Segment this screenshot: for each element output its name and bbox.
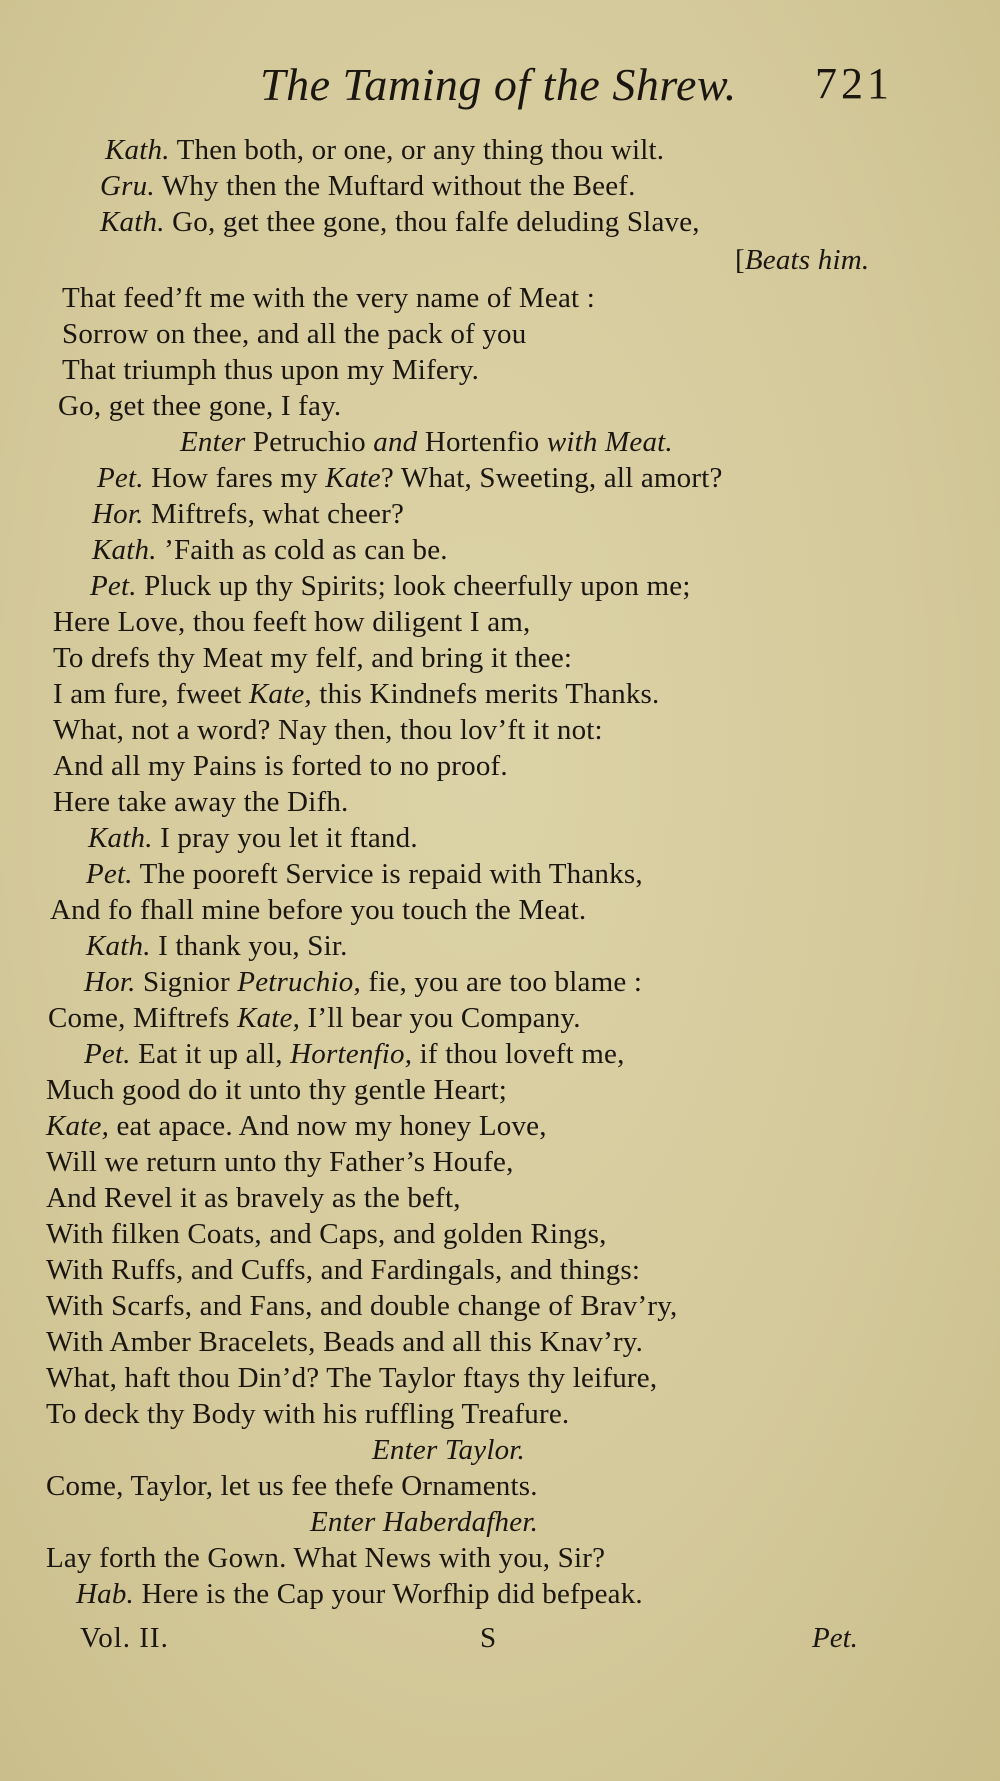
roman-text: Come, Miftrefs xyxy=(48,1002,238,1034)
line-text: What, haft thou Din’d? The Taylor ftays thy leifure, xyxy=(46,1362,658,1394)
text-line xyxy=(372,1432,525,1468)
text-line xyxy=(97,460,723,496)
line-text: To deck thy Body with his ruffling Treafure. xyxy=(46,1398,570,1430)
roman-text: Petruchio xyxy=(245,426,374,458)
text-line xyxy=(53,640,572,676)
line-text: What, not a word? Nay then, thou lov’ft it not: xyxy=(53,714,603,746)
line-text: Come, Taylor, let us fee thefe Ornaments. xyxy=(46,1470,538,1502)
line-text: With Scarfs, and Fans, and double change of Brav’ry, xyxy=(46,1290,678,1322)
italic-text: and xyxy=(373,426,418,458)
text-line xyxy=(46,1540,605,1576)
text-line xyxy=(46,1072,507,1108)
line-text: Here take away the Difh. xyxy=(53,786,349,818)
line-text: Pluck up thy Spirits; look cheerfully upon me; xyxy=(136,570,691,602)
text-line xyxy=(62,352,479,388)
italic-text: Enter Haberdafher. xyxy=(310,1506,539,1538)
roman-text: I am fure, fweet xyxy=(53,678,249,710)
line-text: With Ruffs, and Cuffs, and Fardingals, and things: xyxy=(46,1254,641,1286)
line-text: With filken Coats, and Caps, and golden Rings, xyxy=(46,1218,607,1250)
text-line xyxy=(46,1252,640,1288)
text-line xyxy=(180,424,673,460)
italic-text: Petruchio, xyxy=(237,966,361,998)
line-text: I pray you let it ftand. xyxy=(152,822,418,854)
line-text: To drefs thy Meat my felf, and bring it thee: xyxy=(53,642,573,674)
text-line xyxy=(46,1324,643,1360)
roman-text: fie, you are too blame : xyxy=(360,966,643,998)
italic-text: Kate, xyxy=(237,1002,301,1034)
text-line xyxy=(46,1108,547,1144)
line-text: Miftrefs, what cheer? xyxy=(143,498,405,530)
page-header xyxy=(0,58,1000,118)
text-line xyxy=(84,964,642,1000)
roman-text: Signior xyxy=(135,966,238,998)
text-line xyxy=(86,856,643,892)
roman-text: Eat it up all, xyxy=(130,1038,291,1070)
text-line xyxy=(46,1144,514,1180)
line-text: And all my Pains is forted to no proof. xyxy=(53,750,508,782)
roman-text: I’ll bear you Company. xyxy=(300,1002,581,1034)
stage-direction: Beats him. xyxy=(744,244,870,276)
line-text: I thank you, Sir. xyxy=(150,930,348,962)
roman-text: eat apace. And now my honey Love, xyxy=(109,1110,547,1142)
text-line xyxy=(53,604,530,640)
speaker-name: Gru. xyxy=(100,170,155,202)
line-text: Go, get thee gone, I fay. xyxy=(58,390,342,422)
line-text: And fo fhall mine before you touch the Meat. xyxy=(50,894,587,926)
line-text: Sorrow on thee, and all the pack of you xyxy=(62,318,527,350)
text-line xyxy=(92,532,448,568)
text-line xyxy=(310,1504,538,1540)
line-text: That triumph thus upon my Mifery. xyxy=(62,354,480,386)
italic-text: Hortenfio, xyxy=(290,1038,413,1070)
roman-text: if thou loveft me, xyxy=(412,1038,625,1070)
line-text: Here Love, thou feeft how diligent I am, xyxy=(53,606,531,638)
line-text: Then both, or one, or any thing thou wilt. xyxy=(169,134,665,166)
text-line xyxy=(84,1036,625,1072)
roman-text: ? What, Sweeting, all amort? xyxy=(380,462,723,494)
speaker-name: Hor. xyxy=(92,498,144,530)
line-text: That feed’ft me with the very name of Meat : xyxy=(62,282,596,314)
line-text: Will we return unto thy Father’s Houfe, xyxy=(46,1146,514,1178)
page-footer xyxy=(0,1622,1000,1662)
text-line xyxy=(46,1180,461,1216)
roman-text: this Kindnefs merits Thanks. xyxy=(311,678,660,710)
italic-text: Kate, xyxy=(248,678,312,710)
text-line xyxy=(53,748,508,784)
roman-text: Hortenfio xyxy=(417,426,547,458)
speaker-name: Kath. xyxy=(105,134,170,166)
line-text: Go, get thee gone, thou falfe deluding Slave, xyxy=(164,206,700,238)
italic-text: Enter Taylor. xyxy=(372,1434,525,1466)
speaker-name: Pet. xyxy=(86,858,133,890)
italic-text: Hor. xyxy=(84,966,136,998)
text-line xyxy=(92,496,404,532)
text-line xyxy=(46,1396,569,1432)
line-text: With Amber Bracelets, Beads and all this Knav’ry. xyxy=(46,1326,644,1358)
line-text: Why then the Muftard without the Beef. xyxy=(154,170,636,202)
text-line xyxy=(86,928,348,964)
running-title: The Taming of the Shrew. xyxy=(260,59,737,110)
italic-text: Pet. xyxy=(84,1038,131,1070)
roman-text: How fares my xyxy=(143,462,326,494)
speaker-name: Kath. xyxy=(88,822,153,854)
italic-text: with Meat. xyxy=(546,426,673,458)
line-text: Lay forth the Gown. What News with you, Sir? xyxy=(46,1542,606,1574)
catchword: Pet. xyxy=(812,1622,858,1654)
text-line xyxy=(46,1288,677,1324)
line-text: ’Faith as cold as can be. xyxy=(156,534,448,566)
text-line xyxy=(53,676,659,712)
speaker-name: Kath. xyxy=(100,206,165,238)
text-line xyxy=(50,892,586,928)
text-line xyxy=(53,784,348,820)
text-line xyxy=(53,712,603,748)
italic-text: Kate xyxy=(325,462,381,494)
text-line xyxy=(48,1000,581,1036)
italic-text: Pet. xyxy=(97,462,144,494)
line-text: Much good do it unto thy gentle Heart; xyxy=(46,1074,508,1106)
line-text: Here is the Cap your Worfhip did befpeak. xyxy=(134,1578,643,1610)
italic-text: Enter xyxy=(180,426,246,458)
text-line xyxy=(90,568,691,604)
line-text: [ xyxy=(735,244,745,276)
text-line xyxy=(62,316,526,352)
speaker-name: Pet. xyxy=(90,570,137,602)
gathering-signature: S xyxy=(480,1622,497,1654)
text-line xyxy=(46,1216,607,1252)
text-line xyxy=(88,820,418,856)
text-line xyxy=(100,168,636,204)
text-line xyxy=(735,242,869,278)
line-text: The pooreft Service is repaid with Thanks, xyxy=(132,858,643,890)
speaker-name: Kath. xyxy=(86,930,151,962)
volume-signature: Vol. II. xyxy=(80,1622,169,1654)
text-line xyxy=(46,1468,538,1504)
text-line xyxy=(105,132,664,168)
line-text: And Revel it as bravely as the beft, xyxy=(46,1182,461,1214)
italic-text: Kate, xyxy=(46,1110,110,1142)
page-number: 721 xyxy=(815,59,893,108)
text-line xyxy=(100,204,700,240)
text-line xyxy=(46,1360,657,1396)
speaker-name: Kath. xyxy=(92,534,157,566)
text-line xyxy=(62,280,595,316)
text-line xyxy=(58,388,341,424)
text-line xyxy=(76,1576,643,1612)
speaker-name: Hab. xyxy=(76,1578,134,1610)
